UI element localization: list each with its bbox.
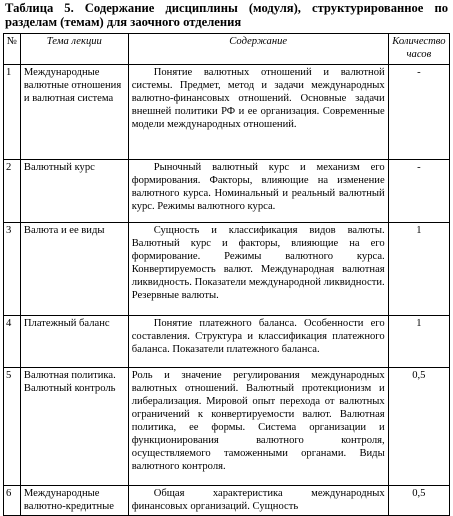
table-row — [4, 486, 450, 516]
row-content — [128, 160, 388, 223]
table-row — [4, 160, 450, 223]
row-hours: - — [388, 160, 449, 223]
row-num: 5 — [4, 368, 21, 486]
table-caption: Таблица 5. Содержание дисциплины (модуля), структурированное по разделам (темам) для заочного отделения — [5, 1, 448, 29]
row-topic: Валютный курс — [20, 160, 128, 223]
row-num: 6 — [4, 486, 21, 516]
table-row — [4, 316, 450, 368]
row-hours: 1 — [388, 316, 449, 368]
row-topic: Международные валютно-кредитные — [20, 486, 128, 516]
row-topic: Платежный баланс — [20, 316, 128, 368]
row-topic: Валютная политика. Валютный контроль — [20, 368, 128, 486]
row-content-text: Понятие валютных отношений и валютной системы. Предмет, метод и задачи международных валютно-финансовых отношений. Основные задачи внешней политики РФ и ее организация. Современные модели международных отношений. — [131, 67, 385, 130]
header-topic: Тема лекции — [20, 34, 128, 65]
row-content — [128, 486, 388, 516]
row-num: 4 — [4, 316, 21, 368]
table-header-row — [4, 34, 450, 65]
row-num: 3 — [4, 223, 21, 316]
row-hours: - — [388, 65, 449, 160]
row-num: 1 — [4, 65, 21, 160]
row-hours: 0,5 — [388, 368, 449, 486]
row-content — [128, 316, 388, 368]
header-num: № — [4, 34, 21, 65]
row-hours: 0,5 — [388, 486, 449, 516]
row-topic: Международные валютные отношения и валютная система — [20, 65, 128, 160]
discipline-content-table — [3, 33, 450, 516]
table-row — [4, 223, 450, 316]
row-hours: 1 — [388, 223, 449, 316]
row-content-text: Рыночный валютный курс и механизм его формирования. Факторы, влияющие на изменение валютного курса. Номинальный и реальный валютный курс. Режимы валютного курса. — [131, 162, 385, 212]
row-content — [128, 368, 388, 486]
header-hours: Количество часов — [388, 34, 449, 65]
row-content-text: Общая характеристика международных финансовых организаций. Сущность — [131, 488, 385, 512]
row-content-text: Сущность и классификация видов валюты. Валютный курс и факторы, влияющие на его формирование. Режимы валютного курса. Конвертируемость валют. Международная валютная ликвидность. Показатели международной ликвидности. Резервные валюты. — [131, 225, 385, 301]
row-content-text: Понятие платежного баланса. Особенности его составления. Структура и классификация платежного баланса. Показатели платежного баланса. — [131, 318, 385, 355]
table-row — [4, 368, 450, 486]
header-content: Содержание — [128, 34, 388, 65]
table-row — [4, 65, 450, 160]
row-num: 2 — [4, 160, 21, 223]
row-content — [128, 65, 388, 160]
row-content — [128, 223, 388, 316]
row-content-text: Роль и значение регулирования международных валютных отношений. Валютный протекционизм и либерализация. Мировой опыт перехода от валютных ограничений к конвертируемости валют. Валютная политика, ее формы. Система организации и функционирования валютного контроля, осуществляемого таможенными органами. Виды валютного контроля. — [131, 370, 385, 472]
row-topic: Валюта и ее виды — [20, 223, 128, 316]
